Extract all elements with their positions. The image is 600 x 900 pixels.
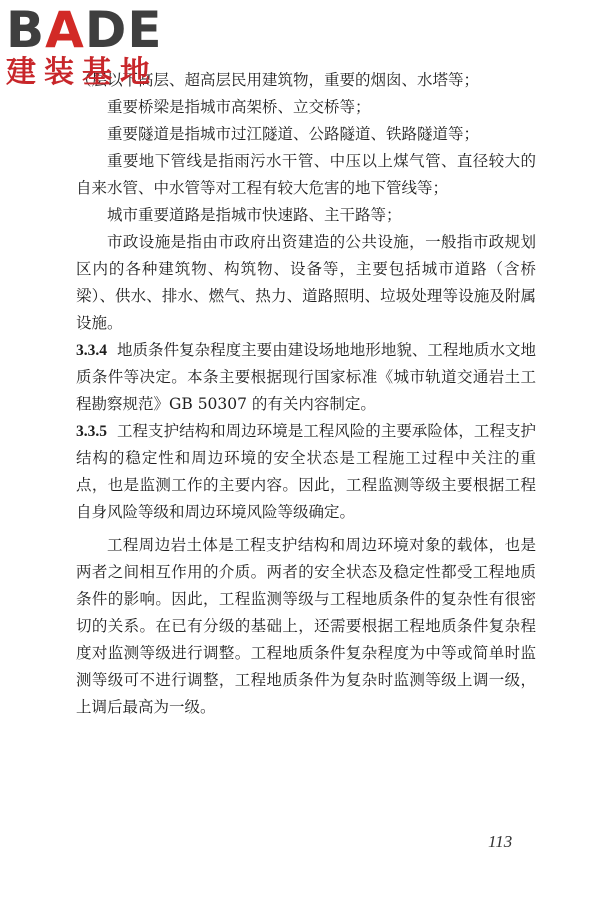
paragraph	[76, 121, 536, 148]
clause-number: 3.3.5	[76, 423, 107, 440]
watermark-logo	[6, 2, 181, 90]
paragraph-text: 工程周边岩土体是工程支护结构和周边环境对象的载体，也是两者之间相互作用的介质。两者的安全状态及稳定性都受工程地质条件的影响。因此，工程监测等级与工程地质条件的复杂性有很密切的关系。在已有分级的基础上，还需要根据工程地质条件复杂程度对监测等级进行调整。工程地质条件复杂程度为中等或简单时监测等级可不进行调整，工程地质条件为复杂时监测等级上调一级，上调后最高为一级。	[76, 536, 536, 716]
paragraph	[76, 94, 536, 121]
paragraph-text: 地质条件复杂程度主要由建设场地地形地貌、工程地质水文地质条件等决定。本条主要根据现行国家标准《城市轨道交通岩土工程勘察规范》GB 50307 的有关内容制定。	[76, 341, 536, 413]
paragraph	[76, 148, 536, 202]
page-number: 113	[488, 832, 513, 851]
paragraph-text: 重要桥梁是指城市高架桥、立交桥等；	[107, 98, 371, 116]
clause-number: 3.3.4	[76, 342, 107, 359]
paragraph-text: （层以下高层、超高层民用建筑物，重要的烟囱、水塔等；	[76, 71, 480, 89]
paragraph	[76, 532, 536, 721]
page-body	[76, 67, 536, 721]
paragraph-text: 城市重要道路是指城市快速路、主干路等；	[107, 206, 402, 224]
paragraph-text: 市政设施是指由市政府出资建造的公共设施，一般指市政规划区内的各种建筑物、构筑物、设备等，主要包括城市道路（含桥梁）、供水、排水、燃气、热力、道路照明、垃圾处理等设施及附属设施。	[76, 233, 536, 332]
paragraph	[76, 202, 536, 229]
watermark-cjk: 建装基地	[6, 55, 158, 90]
watermark-latin-after: DE	[84, 1, 163, 59]
watermark-latin-before: B	[6, 1, 46, 59]
paragraph-text: 重要隧道是指城市过江隧道、公路隧道、铁路隧道等；	[107, 125, 480, 143]
paragraph-text: 重要地下管线是指雨污水干管、中压以上煤气管、直径较大的自来水管、中水管等对工程有较大危害的地下管线等；	[76, 152, 536, 197]
paragraph	[76, 229, 536, 337]
paragraph-text: 工程支护结构和周边环境是工程风险的主要承险体，工程支护结构的稳定性和周边环境的安全状态是工程施工过程中关注的重点，也是监测工作的主要内容。因此，工程监测等级主要根据工程自身风险等级和周边环境风险等级确定。	[76, 422, 536, 521]
clause-paragraph	[76, 337, 536, 418]
clause-paragraph	[76, 418, 536, 526]
watermark-latin-accent: A	[45, 1, 85, 59]
watermark-latin	[6, 2, 181, 58]
